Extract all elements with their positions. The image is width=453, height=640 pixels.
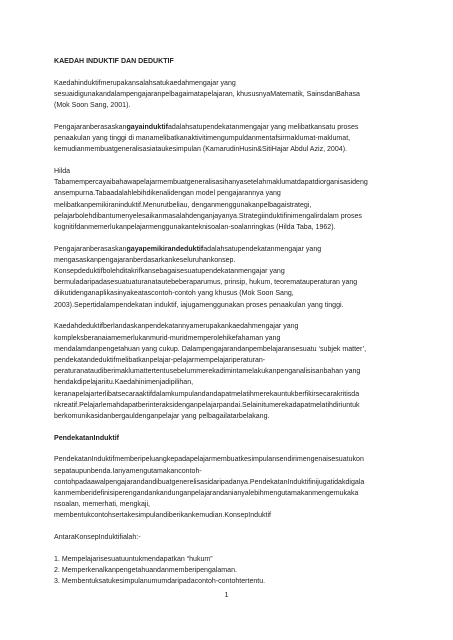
text-line: mendalamdanpengetahuan yang cukup. Dalampengajarandanpembelajaransesuatu ‘subjek matter’, [54, 345, 367, 353]
text-line: contohpadaawalpengajarandandibuatgenerelisasidaripadanya.PendekatanInduktifinijugatidakdigala [54, 478, 365, 486]
text-line [54, 122, 414, 133]
text-line: pelajarbolehdibantumenyelesaikanmasalahdenganjayanya.Strategiinduktifinimengalirdalam proses [54, 212, 362, 220]
text-line: bermuladaripadasesuatuaturanatautebeberaparumus, prinsip, hukum, teorematauperaturan yang [54, 279, 358, 287]
text-line: Kaedahdeduktifberlandaskanpendekatannyamerupakankaedahmengajar yang [54, 323, 299, 331]
text-line: diikutidenganaplikasinyakeatascontoh-contoh yang khusus (Mok Soon Sang, [54, 290, 294, 298]
page-number: 1 [224, 592, 229, 599]
text-line: mengasaskanpengajaranberdasarkankeseluruhankonsep. [54, 256, 236, 264]
text-line: sepataupunbenda.Ianyamengutamakancontoh- [54, 467, 202, 475]
text-line: sesuaidigunakandalampengajaranpelbagaimatapelajaran, khususnyaMatematik, SainsdanBahasa [54, 90, 360, 98]
paragraph-3 [54, 166, 414, 233]
text-line: pendekatandeduktifmelibatkanpelajar-pelajarmempelajariperaturan- [54, 356, 266, 364]
text-line: (Mok Soon Sang, 2001). [54, 102, 131, 110]
text-line: PendekatanInduktifmemberipeluangkepadapelajarmembuatkesimpulansendirimengenaisesuatukon [54, 456, 364, 464]
list-item: 2. Memperkenalkanpengetahuandanmemberipengalaman. [54, 567, 237, 575]
text-line: keranapelajarterlibatsecaraaktifdalamkumpulandandapatmelatihmerekauntukberfikirsecarakritisda [54, 390, 360, 398]
text-line: 2003).Sepertidalampendekatan induktif, iajugamenggunakan proses penaakulan yang tinggi. [54, 301, 344, 309]
text-line: kompleksberanaiamemerlukanmurid-muridmemperolehikefahaman yang [54, 334, 281, 342]
text-run: adalahsatupendekatanmengajar yang [203, 245, 322, 253]
bold-term: gayainduktif [126, 123, 168, 131]
list-intro: AntaraKonsepInduktifialah:- [54, 534, 141, 542]
text-line: kemudianmembuatgeneralisasiataukesimpulan (KamarudinHusin&SitiHajar Abdul Aziz, 2004). [54, 146, 347, 154]
text-line: Hilda [54, 167, 71, 175]
text-line: peraturanataudiberimaklumattertentusebelummerekadimintamelakukanpenganalisisanbahan yang [54, 368, 361, 376]
text-line: Tabamempercayaibahawapelajarmembuatgeneralisasihanyasetelahmaklumatdapatdiorganisasideng [54, 179, 368, 187]
paragraph-1 [54, 78, 414, 112]
paragraph-4 [54, 244, 414, 311]
text-line: penaakulan yang tinggi di manamelibatkanaktivitimengumpuldanmentafsirmaklumat-maklumat, [54, 135, 351, 143]
text-line: Konsepdeduktifbolehditakrifkansebagaisesuatupendekatanmengajar yang [54, 268, 285, 276]
list-item: 1. Mempelajarisesuatuuntukmendapatkan “hukum” [54, 555, 213, 563]
concept-list [54, 554, 414, 588]
text-line: membentukcontohsertakesimpulandiberikankemudian.KonsepInduktif [54, 512, 272, 520]
bold-term: gayapemikirandeduktif [126, 245, 204, 253]
text-line: ansempurna.Tabaadalahlebihdikenalidengan model pengajarannya yang [54, 190, 281, 198]
paragraph-5 [54, 321, 414, 422]
text-line: kanmemberidefinisiperengandankandunganpelajarandanianyalebihmengutamakanmengemukaka [54, 490, 359, 497]
list-item: 3. Membentuksatukesimpulanumumdaripadacontoh-contohtertentu. [54, 578, 266, 586]
text-run: Pengajaranberasaskan [54, 123, 127, 131]
text-line: Kaedahinduktifmerupakansalahsatukaedahmengajar yang [54, 79, 236, 87]
text-line: nsoalan, memerhati, mengkaji, [54, 501, 150, 509]
text-line: berkomunikasidanbergauldenganpelajar yang pelbagailatarbelakang. [54, 412, 270, 420]
text-line: hendakdipelajariitu.Kaedahinimenjadipilihan, [54, 379, 194, 387]
text-line: nkreatif.Pelajarlemahdapatberinteraksidenganpelajarpandai.Selainitumerekadapatmelatihdiriuntuk [54, 401, 360, 409]
text-run: adalahsatupendekatanmengajar yang melibatkansatu proses [168, 123, 359, 131]
text-line [54, 244, 414, 255]
text-line: melibatkanpemikiraninduktif.Menurutbeliau, denganmenggunakanpelbagaistrategi, [54, 201, 312, 209]
document-body [54, 56, 414, 587]
paragraph-6 [54, 454, 414, 521]
text-line: kognitifdanmemerlukanpelajarmenggunakanteknisoalan-soalanringkas (Hilda Taba, 1962). [54, 223, 336, 231]
section-heading: PendekatanInduktif [54, 434, 119, 442]
text-run: Pengajaranberasaskan [54, 245, 127, 253]
paragraph-2 [54, 122, 414, 156]
document-title: KAEDAH INDUKTIF DAN DEDUKTIF [54, 58, 174, 65]
